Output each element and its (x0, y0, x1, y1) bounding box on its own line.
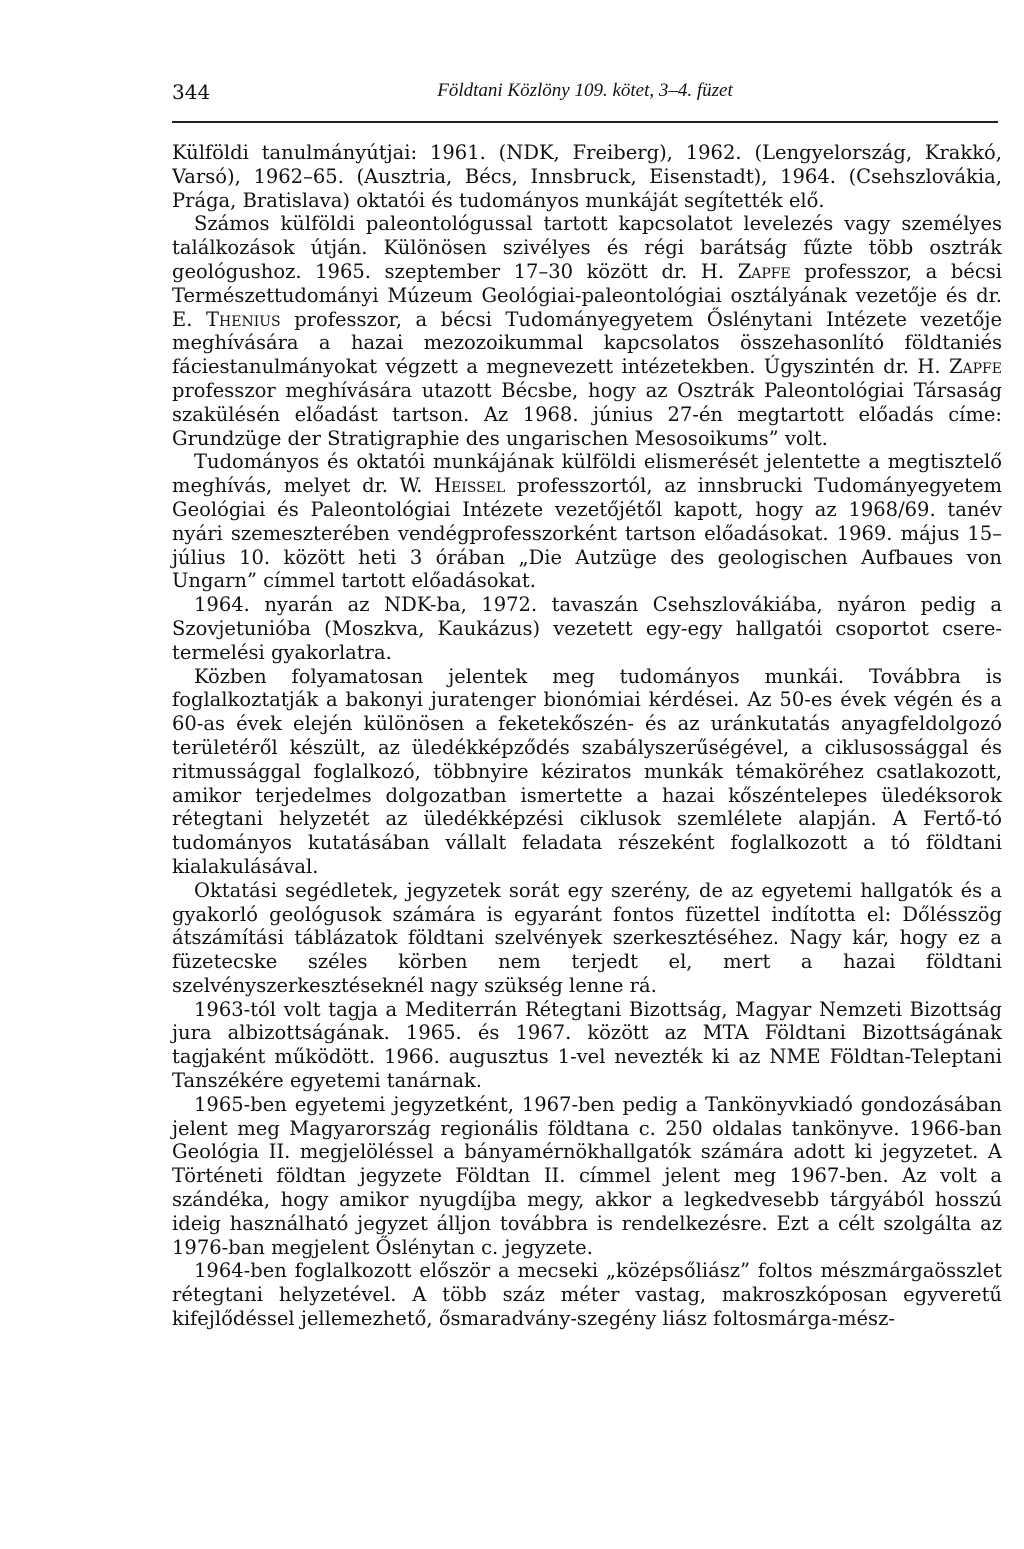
paragraph-text: Tudományos és oktatói munkájának külföldi elismerését jelentette a megtisztelő meghívás, melyet dr. W. (172, 450, 1002, 498)
author-name-thenius: Thenius (206, 307, 281, 331)
paragraph-text: professzor, a bécsi Tudományegyetem Őslénytani Intézete vezetője meghívására a hazai mezozoikummal kapcsolatos összehasonlító földtaniés fáciestanulmányokat végzett a megnevezett intézetekben. Úgyszintén dr. H. (172, 307, 1003, 379)
paragraph (172, 450, 1002, 593)
paragraph-text: professzor, a bécsi Természettudományi Múzeum Geológiai-paleontológiai osztályának vezetője és dr. E. (172, 259, 1003, 331)
author-name-heissel: Heissel (434, 474, 506, 498)
author-name-zapfe: Zapfe (737, 259, 791, 283)
paragraph: 1963-tól volt tagja a Mediterrán Rétegtani Bizottság, Magyar Nemzeti Bizottság jura albizottságának. 1965. és 1967. között az MTA Földtani Bizottságának tagjaként működött. 1966. augusztus 1-vel nevezték ki az NME Földtan-Teleptani Tanszékére egyetemi tanárnak. (172, 997, 1002, 1093)
paragraph-text: Számos külföldi paleontológussal tartott kapcsolatot levelezés vagy személyes találkozások útján. Különösen szivélyes és régi barátság fűzte több osztrák geológushoz. 1965. szeptember 17–30 között dr. H. (172, 212, 1002, 283)
running-title: Földtani Közlöny 109. kötet, 3–4. füzet (437, 80, 733, 101)
paragraph: 1964. nyarán az NDK-ba, 1972. tavaszán Csehszlovákiába, nyáron pedig a Szovjetunióba (Moszkva, Kaukázus) vezetett egy-egy hallgatói csoportot csere-termelési gyakorlatra. (172, 593, 1002, 664)
paragraph-text: professzor meghívására utazott Bécsbe, hogy az Osztrák Paleontológiai Társaság szakülésén előadást tartson. Az 1968. június 27-én megtartott előadás címe: Grundzüge der Stratigraphie des ungarischen Mesosoikums” volt. (172, 378, 1002, 450)
paragraph-text: Külföldi tanulmányútjai: 1961. (NDK, Freiberg), 1962. (Lengyelország, Krakkó, Varsó), 1962–65. (Ausztria, Bécs, Innsbruck, Eisenstadt), 1964. (Csehszlovákia, Prága, Bratislava) oktatói és tudományos munkáját segítették elő. (172, 141, 1002, 212)
page-header (172, 80, 998, 112)
paragraph: Közben folyamatosan jelentek meg tudományos munkái. Továbbra is foglalkoztatják a bakonyi juratenger bionómiai kérdései. Az 50-es évek végén és a 60-as évek elején különösen a feketekőszén- és az uránkutatás anyagfeldolgozó területéről készült, az üledékképződés szabályszerűségével, a ciklusossággal és ritmussággal foglalkozó, többnyire kéziratos munkák témaköréhez csatlakozott, amikor terjedelmes dolgozatban ismertette a hazai kőszéntelepes üledéksorok rétegtani helyzetét az üledékképzési ciklusok szemlélete alapján. A Fertő-tó tudományos kutatásában vállalt feladata részeként foglalkozott a tó földtani kialakulásával. (172, 664, 1002, 878)
paragraph: 1965-ben egyetemi jegyzetként, 1967-ben pedig a Tankönyvkiadó gondozásában jelent meg Magyarország regionális földtana c. 250 oldalas tankönyve. 1966-ban Geológia II. megjelöléssel a bányamérnökhallgatók számára adott ki jegyzetet. A Történeti földtan jegyzete Földtan II. címmel jelent meg 1967-ben. Az volt a szándéka, hogy amikor nyugdíjba megy, akkor a legkedvesebb tárgyából hosszú ideig használható jegyzet álljon továbbra is rendelkezésre. Ezt a célt szolgálta az 1976-ban megjelent Őslénytan c. jegyzete. (172, 1092, 1002, 1259)
author-name-zapfe: Zapfe (948, 355, 1002, 379)
paragraph (172, 141, 1002, 212)
article-body (172, 141, 1002, 1331)
page-number: 344 (172, 80, 211, 104)
paragraph-text: professzortól, az innsbrucki Tudományegyetem Geológiai és Paleontológiai Intézete vezetőjétől kapott, hogy az 1968/69. tanév nyári szemeszterében vendégprofesszorként tartson előadásokat. 1969. május 15–július 10. között heti 3 órában „Die Autzüge des geologischen Aufbaues von Ungarn” címmel tartott előadásokat. (172, 474, 1003, 593)
paragraph: 1964-ben foglalkozott először a mecseki „középsőliász” foltos mészmárgaösszlet rétegtani helyzetével. A több száz méter vastag, makroszkóposan egyveretű kifejlődéssel jellemezhető, ősmaradvány-szegény liász foltosmárga-mész- (172, 1259, 1002, 1331)
header-rule (172, 121, 998, 123)
paragraph: Oktatási segédletek, jegyzetek sorát egy szerény, de az egyetemi hallgatók és a gyakorló geológusok számára is egyaránt fontos füzettel indította el: Dőlésszög átszámítási táblázatok földtani szelvények szerkesztéséhez. Nagy kár, hogy ez a füzetecske széles körben nem terjedt el, mert a hazai földtani szelvényszerkesztéseknél nagy szükség lenne rá. (172, 878, 1002, 997)
paragraph (172, 212, 1002, 450)
